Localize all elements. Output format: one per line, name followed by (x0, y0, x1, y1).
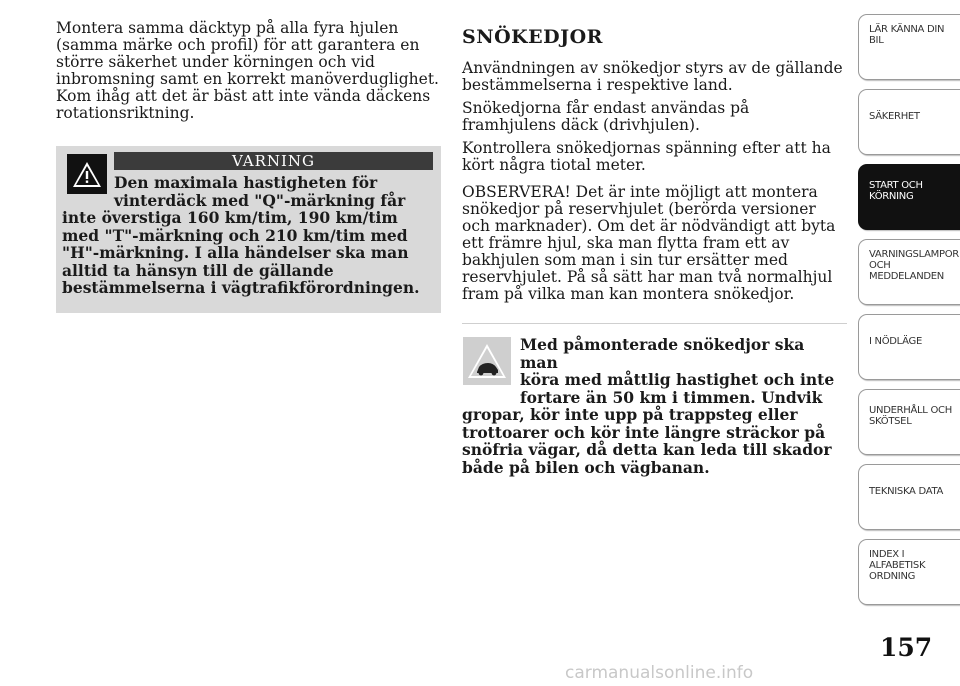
tab-label: LÄR KÄNNA DIN (869, 24, 945, 35)
chapter-sidebar (858, 14, 960, 614)
right-column (462, 20, 847, 476)
tab-label: ALFABETISK (869, 560, 926, 571)
caution-line-1: Med påmonterade snökedjor ska man (520, 335, 805, 372)
paragraph-2: Snökedjorna får endast användas på framhjulens däck (drivhjulen). (462, 99, 750, 134)
caution-line-3: fortare än 50 km i timmen. Undvik (520, 387, 823, 407)
warning-triangle-icon (67, 154, 107, 194)
tab-label: VARNINGSLAMPOR (869, 249, 959, 260)
tab-label: START OCH (869, 180, 923, 191)
section-title: SNÖKEDJOR (462, 26, 603, 48)
tab-label: ORDNING (869, 571, 916, 582)
caution-rest: gropar, kör inte upp på trappsteg eller trottoarer och kör inte längre sträckor på snöfria vägar, då detta kan leda till skador både på bilen och vägbanan. (462, 405, 832, 477)
page-number: 157 (880, 633, 933, 662)
warning-header: VARNING (114, 152, 433, 170)
tab-label: SKÖTSEL (869, 416, 912, 427)
intro-paragraph: Montera samma däcktyp på alla fyra hjulen (samma märke och profil) för att garantera en större säkerhet under körningen och vid inbromsning samt en korrekt manöverduglighet. Kom ihåg att det är bäst att inte vända däckens rotationsriktning. (56, 19, 439, 122)
watermark: carmanualsonline.info (565, 663, 754, 683)
warning-line-1: Den maximala hastigheten för (114, 173, 378, 192)
tab-varningslampor[interactable] (858, 239, 960, 305)
observera-paragraph: OBSERVERA! Det är inte möjligt att montera snökedjor på reservhjulet (berörda versioner och marknader). Om det är nödvändigt att byta ett främre hjul, ska man flytta fram ett av bakhjulen som man i sin tur ersätter med reservhjulet. På så sätt har man två normalhjul fram på vilka man kan montera snökedjor. (462, 183, 836, 303)
warning-box (56, 146, 441, 313)
caution-line-2: köra med måttlig hastighet och inte (520, 370, 835, 389)
tab-label: BIL (869, 35, 884, 46)
tab-underhall-och-skotsel[interactable] (858, 389, 960, 455)
caution-text (462, 336, 847, 476)
car-warning-icon (463, 337, 511, 385)
tab-tekniska-data[interactable] (858, 464, 960, 530)
tab-label: MEDDELANDEN (869, 271, 944, 282)
tab-start-och-korning[interactable] (858, 164, 960, 230)
tab-label: I NÖDLÄGE (869, 336, 923, 347)
tab-i-nodlage[interactable] (858, 314, 960, 380)
warning-line-2: vinterdäck med "Q"-märkning får (114, 190, 406, 210)
caution-box (462, 336, 847, 476)
tab-lar-kanna-din-bil[interactable] (858, 14, 960, 80)
paragraph-3: Kontrollera snökedjornas spänning efter att ha kört några tiotal meter. (462, 139, 831, 174)
paragraph-1: Användningen av snökedjor styrs av de gällande bestämmelserna i respektive land. (462, 59, 843, 94)
left-column (56, 20, 441, 313)
tab-label: OCH (869, 260, 891, 271)
tab-label: INDEX I (869, 549, 905, 560)
divider (462, 323, 847, 324)
tab-label: SÄKERHET (869, 111, 920, 122)
tab-sakerhet[interactable] (858, 89, 960, 155)
tab-label: KÖRNING (869, 191, 914, 202)
tab-index[interactable] (858, 539, 960, 605)
tab-label: TEKNISKA DATA (869, 486, 944, 497)
warning-rest: inte överstiga 160 km/tim, 190 km/tim med "T"-märkning och 210 km/tim med "H"-märkning. I alla händelser ska man alltid ta hänsyn till de gällande bestämmelserna i vägtrafikförordningen. (62, 208, 420, 297)
tab-label: UNDERHÅLL OCH (869, 405, 952, 416)
warning-text (62, 174, 433, 297)
